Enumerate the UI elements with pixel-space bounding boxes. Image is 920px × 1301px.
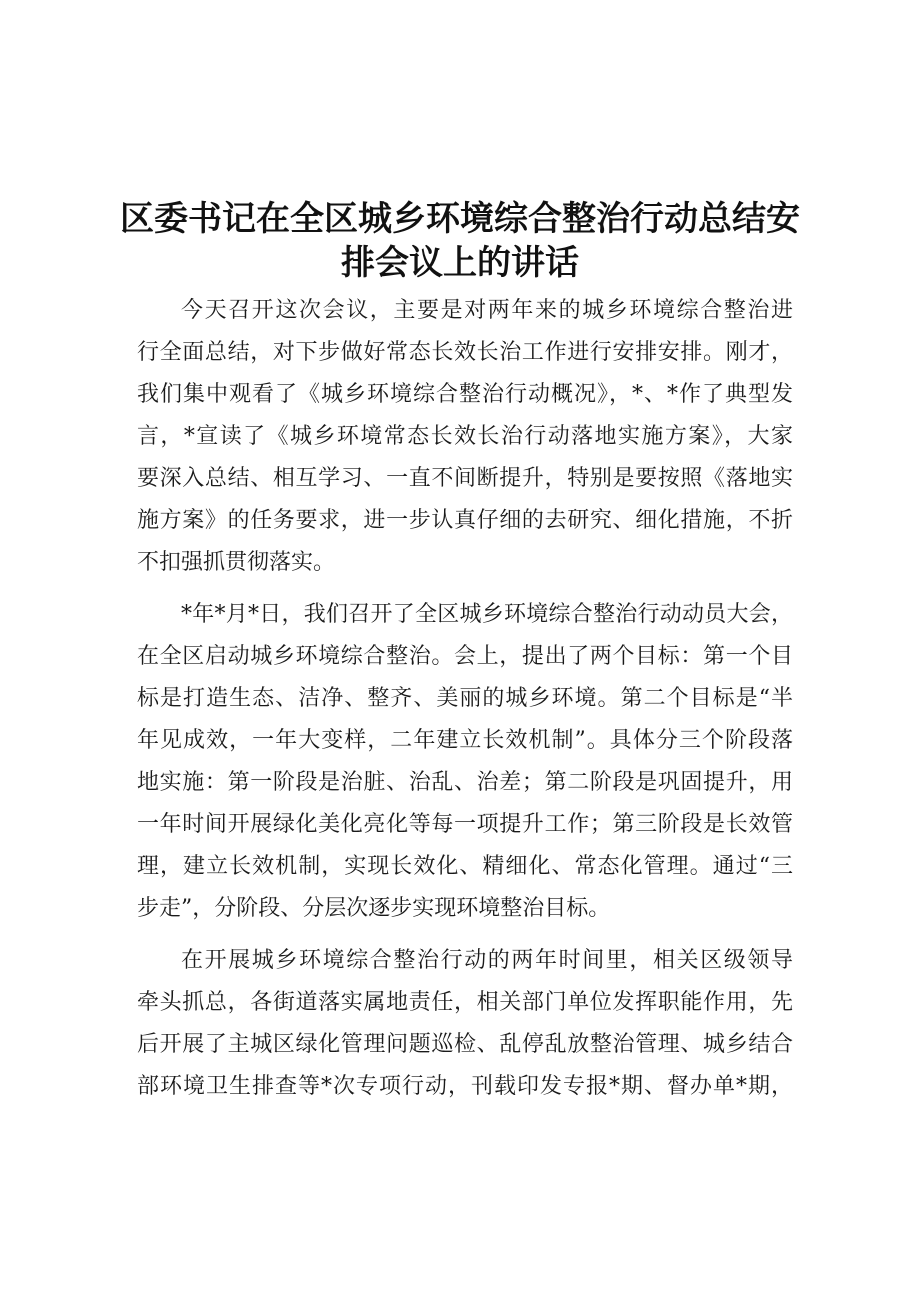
paragraph-line: 今天召开这次会议，主要是对两年来的城乡环境综合整治进 [181,298,793,323]
document-title-line-2: 排会议上的讲话 [341,243,579,283]
paragraph-line: 要深入总结、相互学习、一直不间断提升，特别是要按照《落地实 [137,466,793,491]
paragraph-line: 不扣强抓贯彻落实。 [137,550,336,575]
paragraph-line: 牵头抓总，各街道落实属地责任，相关部门单位发挥职能作用，先 [137,990,793,1015]
paragraph-line: 步走”，分阶段、分层次逐步实现环境整治目标。 [137,896,611,921]
paragraph-line: 我们集中观看了《城乡环境综合整治行动概况》，*、*作了典型发 [137,382,793,407]
document-title-line-1: 区委书记在全区城乡环境综合整治行动总结安 [120,199,800,239]
paragraph-line: 理，建立长效机制，实现长效化、精细化、常态化管理。通过“三 [137,854,793,879]
paragraph-line: 标是打造生态、洁净、整齐、美丽的城乡环境。第二个目标是“半 [137,686,793,711]
paragraph-line: 在开展城乡环境综合整治行动的两年时间里，相关区级领导 [181,948,793,973]
paragraph-line: *年*月*日，我们召开了全区城乡环境综合整治行动动员大会， [181,602,793,627]
paragraph-line: 施方案》的任务要求，进一步认真仔细的去研究、细化措施，不折 [137,508,793,533]
paragraph-line: 地实施：第一阶段是治脏、治乱、治差；第二阶段是巩固提升，用 [137,770,793,795]
paragraph-line: 在全区启动城乡环境综合整治。会上，提出了两个目标：第一个目 [137,644,793,669]
paragraph-line: 言，*宣读了《城乡环境常态长效长治行动落地实施方案》，大家 [137,424,793,449]
paragraph-line: 后开展了主城区绿化管理问题巡检、乱停乱放整治管理、城乡结合 [137,1032,793,1057]
paragraph-line: 一年时间开展绿化美化亮化等每一项提升工作；第三阶段是长效管 [137,812,793,837]
paragraph-line: 年见成效，一年大变样，二年建立长效机制”。具体分三个阶段落 [137,728,793,753]
paragraph-line: 行全面总结，对下步做好常态长效长治工作进行安排安排。刚才， [137,340,793,365]
paragraph-line: 部环境卫生排查等*次专项行动，刊载印发专报*期、督办单*期， [137,1074,793,1099]
